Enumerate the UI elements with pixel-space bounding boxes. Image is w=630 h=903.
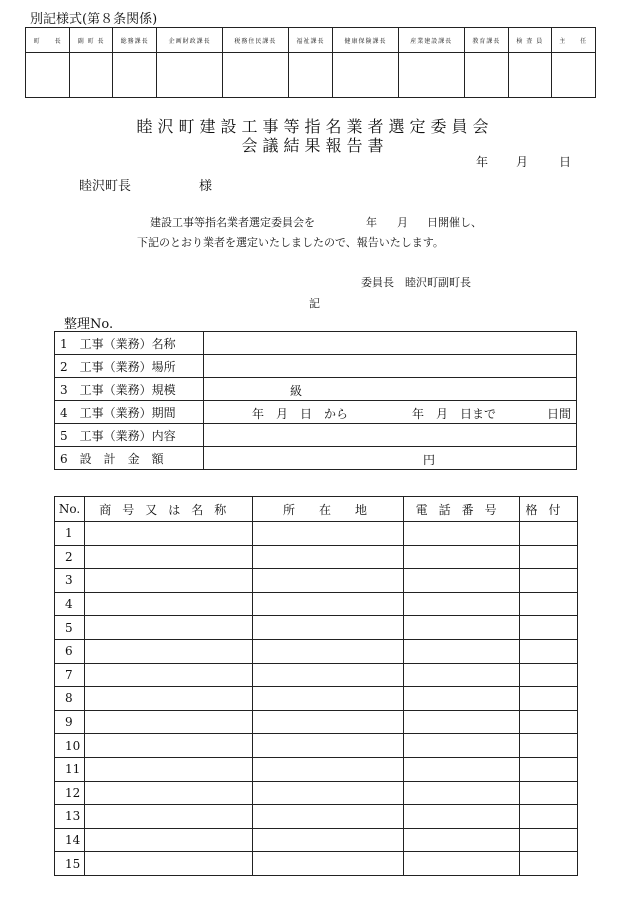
info-row-content <box>55 424 577 447</box>
vendor-address-cell[interactable] <box>252 569 404 593</box>
stamp-box[interactable] <box>223 53 289 98</box>
row-number: 7 <box>55 663 85 687</box>
body-year: 年 <box>366 216 377 229</box>
vendor-address-cell[interactable] <box>252 710 404 734</box>
row-number: 12 <box>55 781 85 805</box>
vendor-grade-cell[interactable] <box>520 592 578 616</box>
approval-header: 健康保険課長 <box>333 28 399 53</box>
approval-header: 企画財政課長 <box>157 28 223 53</box>
row-number: 11 <box>55 757 85 781</box>
vendor-phone-cell[interactable] <box>404 828 520 852</box>
vendor-name-cell[interactable] <box>84 687 252 711</box>
vendor-header-row <box>55 497 578 522</box>
table-row <box>55 781 578 805</box>
vendor-grade-cell[interactable] <box>520 663 578 687</box>
vendor-table <box>54 496 578 876</box>
col-header-name: 商号又は名称 <box>84 497 252 522</box>
title-line-2: 会議結果報告書 <box>241 136 389 155</box>
info-label: 1 工事（業務）名称 <box>55 332 204 355</box>
vendor-grade-cell[interactable] <box>520 852 578 876</box>
info-label: 6 設 計 金 額 <box>55 447 204 470</box>
row-number: 6 <box>55 639 85 663</box>
vendor-name-cell[interactable] <box>84 805 252 829</box>
vendor-address-cell[interactable] <box>252 781 404 805</box>
vendor-address-cell[interactable] <box>252 639 404 663</box>
vendor-grade-cell[interactable] <box>520 757 578 781</box>
vendor-address-cell[interactable] <box>252 616 404 640</box>
vendor-address-cell[interactable] <box>252 805 404 829</box>
approval-header: 福祉課長 <box>288 28 332 53</box>
table-row <box>55 687 578 711</box>
row-number: 1 <box>55 522 85 546</box>
info-value[interactable] <box>204 401 577 424</box>
stamp-box[interactable] <box>157 53 223 98</box>
vendor-grade-cell[interactable] <box>520 687 578 711</box>
row-number: 2 <box>55 545 85 569</box>
addressee: 睦沢町長 <box>79 179 132 194</box>
vendor-grade-cell[interactable] <box>520 616 578 640</box>
date-month: 月 <box>516 155 529 169</box>
title-line-1: 睦沢町建設工事等指名業者選定委員会 <box>136 117 494 136</box>
stamp-box[interactable] <box>551 53 595 98</box>
row-number: 3 <box>55 569 85 593</box>
row-number: 5 <box>55 616 85 640</box>
info-label: 5 工事（業務）内容 <box>55 424 204 447</box>
body-month: 月 <box>397 216 408 229</box>
body-line-1: 建設工事等指名業者選定委員会を <box>150 216 315 229</box>
vendor-grade-cell[interactable] <box>520 639 578 663</box>
table-row <box>55 616 578 640</box>
body-day-suffix: 日開催し、 <box>427 216 482 229</box>
vendor-phone-cell[interactable] <box>404 545 520 569</box>
ki-mark: 記 <box>309 297 320 310</box>
table-row <box>55 852 578 876</box>
vendor-phone-cell[interactable] <box>404 734 520 758</box>
row-number: 8 <box>55 687 85 711</box>
vendor-grade-cell[interactable] <box>520 828 578 852</box>
vendor-name-cell[interactable] <box>84 852 252 876</box>
col-header-phone: 電話番号 <box>404 497 520 522</box>
vendor-phone-cell[interactable] <box>404 616 520 640</box>
vendor-name-cell[interactable] <box>84 569 252 593</box>
vendor-phone-cell[interactable] <box>404 569 520 593</box>
vendor-grade-cell[interactable] <box>520 569 578 593</box>
vendor-name-cell[interactable] <box>84 639 252 663</box>
vendor-address-cell[interactable] <box>252 757 404 781</box>
vendor-name-cell[interactable] <box>84 616 252 640</box>
info-value[interactable] <box>204 378 577 401</box>
vendor-grade-cell[interactable] <box>520 734 578 758</box>
info-row-location <box>55 355 577 378</box>
table-row <box>55 545 578 569</box>
reference-number: 整理No. <box>64 317 114 332</box>
row-number: 10 <box>55 734 85 758</box>
vendor-address-cell[interactable] <box>252 545 404 569</box>
row-number: 9 <box>55 710 85 734</box>
row-number: 15 <box>55 852 85 876</box>
vendor-grade-cell[interactable] <box>520 522 578 546</box>
stamp-box[interactable] <box>509 53 552 98</box>
approval-header: 副 町 長 <box>70 28 113 53</box>
honorific: 様 <box>199 179 213 194</box>
vendor-name-cell[interactable] <box>84 710 252 734</box>
info-row-period <box>55 401 577 424</box>
info-value[interactable] <box>204 355 577 378</box>
approval-header: 検 査 員 <box>509 28 552 53</box>
approval-header: 教育課長 <box>464 28 508 53</box>
vendor-phone-cell[interactable] <box>404 639 520 663</box>
row-number: 14 <box>55 828 85 852</box>
vendor-phone-cell[interactable] <box>404 663 520 687</box>
signer: 委員長 睦沢町副町長 <box>361 276 471 289</box>
table-row <box>55 710 578 734</box>
vendor-address-cell[interactable] <box>252 734 404 758</box>
vendor-name-cell[interactable] <box>84 545 252 569</box>
info-row-amount <box>55 447 577 470</box>
table-row <box>55 522 578 546</box>
col-header-address: 所 在 地 <box>252 497 404 522</box>
approval-header: 税務住民課長 <box>223 28 289 53</box>
col-header-grade: 格付 <box>520 497 578 522</box>
table-row <box>55 639 578 663</box>
info-label: 4 工事（業務）期間 <box>55 401 204 424</box>
vendor-phone-cell[interactable] <box>404 522 520 546</box>
info-label: 3 工事（業務）規模 <box>55 378 204 401</box>
table-row <box>55 757 578 781</box>
vendor-phone-cell[interactable] <box>404 852 520 876</box>
approval-header: 主 任 <box>551 28 595 53</box>
vendor-phone-cell[interactable] <box>404 687 520 711</box>
info-row-name <box>55 332 577 355</box>
row-number: 13 <box>55 805 85 829</box>
info-label: 2 工事（業務）場所 <box>55 355 204 378</box>
vendor-grade-cell[interactable] <box>520 545 578 569</box>
approval-header: 産業建設課長 <box>398 28 464 53</box>
project-info-table <box>54 331 577 470</box>
period-from: 年 月 日 から <box>252 407 349 421</box>
vendor-phone-cell[interactable] <box>404 710 520 734</box>
stamp-box[interactable] <box>398 53 464 98</box>
vendor-phone-cell[interactable] <box>404 592 520 616</box>
info-value[interactable] <box>204 447 577 470</box>
vendor-name-cell[interactable] <box>84 734 252 758</box>
vendor-name-cell[interactable] <box>84 757 252 781</box>
vendor-address-cell[interactable] <box>252 592 404 616</box>
vendor-name-cell[interactable] <box>84 781 252 805</box>
approval-header: 町 長 <box>26 28 70 53</box>
vendor-grade-cell[interactable] <box>520 805 578 829</box>
vendor-grade-cell[interactable] <box>520 781 578 805</box>
info-row-scale <box>55 378 577 401</box>
vendor-address-cell[interactable] <box>252 522 404 546</box>
vendor-phone-cell[interactable] <box>404 757 520 781</box>
amount-unit: 円 <box>423 453 436 467</box>
table-row <box>55 569 578 593</box>
vendor-address-cell[interactable] <box>252 852 404 876</box>
body-line-2: 下記のとおり業者を選定いたしましたので、報告いたします。 <box>137 236 444 249</box>
stamp-box[interactable] <box>112 53 156 98</box>
vendor-phone-cell[interactable] <box>404 805 520 829</box>
vendor-name-cell[interactable] <box>84 522 252 546</box>
stamp-box[interactable] <box>70 53 113 98</box>
info-value[interactable] <box>204 332 577 355</box>
row-number: 4 <box>55 592 85 616</box>
approval-header: 総務課長 <box>112 28 156 53</box>
vendor-address-cell[interactable] <box>252 687 404 711</box>
form-label: 別記様式(第８条関係) <box>30 12 158 27</box>
table-row <box>55 805 578 829</box>
info-value[interactable] <box>204 424 577 447</box>
scale-unit: 級 <box>290 384 303 398</box>
date-year: 年 <box>476 155 489 169</box>
table-row <box>55 592 578 616</box>
period-days: 日間 <box>547 407 572 421</box>
stamp-box[interactable] <box>333 53 399 98</box>
table-row <box>55 828 578 852</box>
col-header-no: No. <box>55 497 85 522</box>
vendor-name-cell[interactable] <box>84 592 252 616</box>
vendor-address-cell[interactable] <box>252 828 404 852</box>
vendor-name-cell[interactable] <box>84 828 252 852</box>
approval-stamp-table <box>25 27 596 98</box>
period-to: 年 月 日まで <box>412 407 497 421</box>
vendor-grade-cell[interactable] <box>520 710 578 734</box>
vendor-name-cell[interactable] <box>84 663 252 687</box>
stamp-box[interactable] <box>26 53 70 98</box>
date-day: 日 <box>559 155 572 169</box>
table-row <box>55 663 578 687</box>
stamp-box[interactable] <box>288 53 332 98</box>
table-row <box>55 734 578 758</box>
stamp-box[interactable] <box>464 53 508 98</box>
vendor-address-cell[interactable] <box>252 663 404 687</box>
vendor-phone-cell[interactable] <box>404 781 520 805</box>
